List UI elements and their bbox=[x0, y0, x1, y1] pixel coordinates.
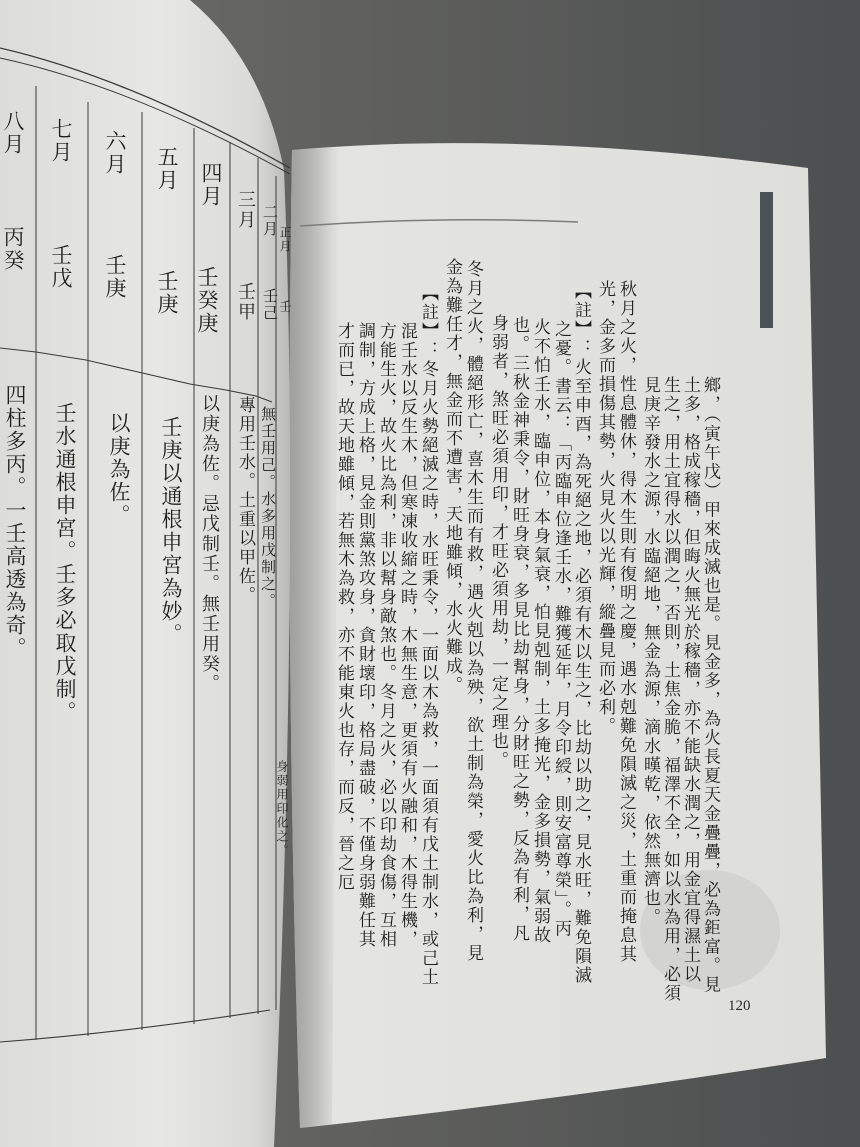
page-number: 120 bbox=[728, 998, 751, 1014]
table-note-cell: 四柱多丙。一壬高透為奇。 bbox=[3, 384, 27, 660]
table-stems-cell: 壬庚 bbox=[103, 254, 127, 300]
table-note-cell: 無壬用己。水多用戊制之。 bbox=[259, 406, 277, 610]
right-page-text-line: 秋月之火，性息體休，得木生則有復明之慶，遇水剋難免隕滅之災，土重而掩息其 bbox=[616, 280, 636, 964]
table-month-label: 八月 bbox=[1, 110, 25, 156]
right-page-text-line: 【註】：火至申酉，為死絕之地，必須有木以生之，比劫以助之，見水旺，難免隕滅 bbox=[571, 282, 591, 985]
right-page-text-line: 光，金多而損傷其勢，火見火以光輝，縱疊見而必利。 bbox=[595, 280, 615, 736]
right-page-text-line: 才而已，故天地雖傾，若無木為救，亦不能東火也存，而反，晉之厄 bbox=[334, 322, 354, 892]
table-month-label: 六月 bbox=[103, 130, 127, 176]
table-stems-cell: 壬 bbox=[278, 300, 292, 314]
right-page-text-line: 之憂。書云：「丙臨申位逢壬水，難獲延年，月令印綬，則安富尊榮」。丙 bbox=[551, 320, 571, 939]
right-page-text-line: 火不怕壬水，臨申位，本身氣衰，怕見剋制，土多掩光，金多損勢，氣弱故 bbox=[530, 318, 550, 945]
table-month-label: 七月 bbox=[49, 118, 73, 164]
table-month-label: 二月 bbox=[261, 204, 279, 238]
right-page-text-line: 混壬水以反生木，但寒凍收縮之時，木無生意，更須有火融和，木得生機， bbox=[397, 322, 417, 949]
right-page-text-line: 身弱者，煞旺必須用印，才旺必須用劫，一定之理也。 bbox=[488, 314, 508, 770]
table-stems-cell: 丙癸 bbox=[1, 226, 25, 272]
page-tab-bar bbox=[760, 192, 773, 328]
table-stems-cell: 壬庚 bbox=[155, 270, 179, 316]
table-month-label: 五月 bbox=[155, 146, 179, 192]
table-stems-cell: 壬癸庚 bbox=[195, 266, 219, 335]
right-page-text-line: 【註】：冬月火勢絕滅之時，水旺秉令，一面以木為救，一面須有戊土制水，或己土 bbox=[418, 284, 438, 987]
table-note-cell: 身弱用印化之。 bbox=[275, 760, 289, 858]
table-month-label: 四月 bbox=[199, 162, 223, 208]
table-note-cell: 以庚為佐。 bbox=[107, 412, 131, 527]
right-page-text-line: 也。三秋金神秉令，財旺身衰，多見比劫幫身，分財旺之勢，反為有利，凡 bbox=[509, 316, 529, 943]
right-page-text-line: 調制，方成上格，見金則黨煞攻身，貪財壞印，格局盡破，不僅身弱難任其 bbox=[355, 322, 375, 949]
right-page-text-line: 土多，格成稼穡，但晦火無光於稼穡，亦不能缺水潤之，用金宜得濕土以 bbox=[680, 376, 700, 984]
table-month-label: 三月 bbox=[235, 190, 256, 230]
table-note-cell: 專用壬水。土重以甲佐。 bbox=[235, 396, 255, 605]
right-page-text-line: 鄉，（寅午戊）甲來成滅也是。見金多，為火長夏天金疊疊，必為鉅富。見 bbox=[700, 376, 720, 995]
right-page-gutter-shadow bbox=[289, 148, 340, 1128]
right-page-text-line: 生之，用土宜得水以潤之，否則，土焦金脆，福澤不全，如以水為用，必須 bbox=[660, 376, 680, 1003]
table-stems-cell: 壬甲 bbox=[235, 282, 256, 322]
table-month-label: 正月 bbox=[278, 226, 292, 254]
right-page-text-line: 見庚辛發水之源，水臨絕地，無金為源，滴水暵乾，依然無濟也。 bbox=[640, 376, 660, 927]
right-page-text-line: 冬月之火，體絕形亡，喜木生而有救，遇火剋以為殃，欲土制為榮，愛火比為利，見 bbox=[463, 260, 483, 963]
table-note-cell: 以庚為佐。忌戊制壬。無壬用癸。 bbox=[199, 394, 220, 694]
table-stems-cell: 壬己 bbox=[261, 288, 279, 322]
table-stems-cell: 壬戊 bbox=[49, 244, 73, 290]
table-note-cell: 壬水通根申宮。壬多必取戊制。 bbox=[53, 402, 77, 724]
table-note-cell: 壬庚以通根申宮為妙。 bbox=[159, 416, 183, 646]
right-page-text-line: 金為難任才，無金而不遭害，天地雖傾，水火難成。 bbox=[442, 258, 462, 695]
right-page-text-line: 方能生火，故火比為利，非以幫身敵煞也。冬月之火，必以印劫食傷，互相 bbox=[376, 322, 396, 949]
